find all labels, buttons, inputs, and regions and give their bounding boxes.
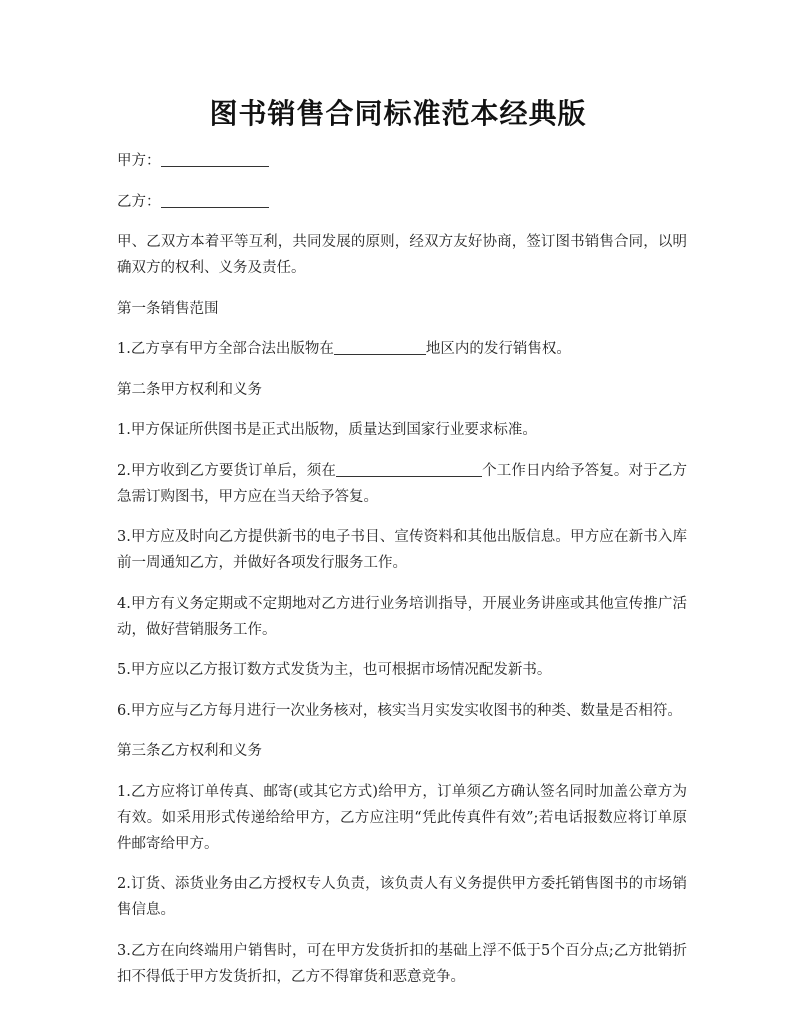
article3-heading: 第三条乙方权利和义务 [117,743,262,759]
article2-item6: 6.甲方应与乙方每月进行一次业务核对，核实当月实发实收图书的种类、数量是否相符。 [117,702,682,719]
article2-item3: 3.甲方应及时向乙方提供新书的电子书目、宣传资料和其他出版信息。甲方应在新书入库前一周通知乙方，并做好各项发行服务工作。 [117,529,687,571]
party-b-line [117,189,687,215]
article2-item1: 1.甲方保证所供图书是正式出版物，质量达到国家行业要求标准。 [117,422,537,438]
article2-item5: 5.甲方应以乙方报订数方式发货为主，也可根据市场情况配发新书。 [117,662,552,678]
workdays-blank [336,460,482,477]
article1-item1 [117,336,687,362]
article1-item1-after: 地区内的发行销售权。 [425,341,571,357]
article1-item1-before: 1.乙方享有甲方全部合法出版物在 [117,341,334,357]
party-a-line [117,148,687,174]
article3-item1: 1.乙方应将订单传真、邮寄(或其它方式)给甲方，订单须乙方确认签名同时加盖公章方为有效。如采用形式传递给给甲方，乙方应注明“凭此传真件有效”;若电话报数应将订单原件邮寄给甲方。 [117,783,687,852]
document-body [117,148,687,1004]
party-a-blank [161,150,269,167]
article2-item4: 4.甲方有义务定期或不定期地对乙方进行业务培训指导，开展业务讲座或其他宣传推广活动，做好营销服务工作。 [117,595,687,638]
article2-item2-after: 个工作日内给予答复。对于乙方急需订购图书，甲方应在当天给予答复。 [117,462,687,505]
region-blank [334,338,426,355]
intro-paragraph: 甲、乙双方本着平等互利，共同发展的原则，经双方友好协商，签订图书销售合同，以明确双方的权利、义务及责任。 [117,234,687,276]
document-title: 图书销售合同标准范本经典版 [209,97,587,130]
article3-item3: 3.乙方在向终端用户销售时，可在甲方发货折扣的基础上浮不低于5个百分点;乙方批销折扣不得低于甲方发货折扣，乙方不得窜货和恶意竞争。 [117,942,687,985]
article2-item2 [117,458,687,510]
article2-item2-before: 2.甲方收到乙方要货订单后，须在 [117,462,336,479]
article3-item2: 2.订货、添货业务由乙方授权专人负责，该负责人有义务提供甲方委托销售图书的市场销售信息。 [117,876,687,918]
article1-heading: 第一条销售范围 [117,300,219,317]
article2-heading: 第二条甲方权利和义务 [117,381,262,398]
party-a-label: 甲方： [117,153,161,169]
party-b-blank [161,191,269,208]
party-b-label: 乙方： [117,193,161,210]
